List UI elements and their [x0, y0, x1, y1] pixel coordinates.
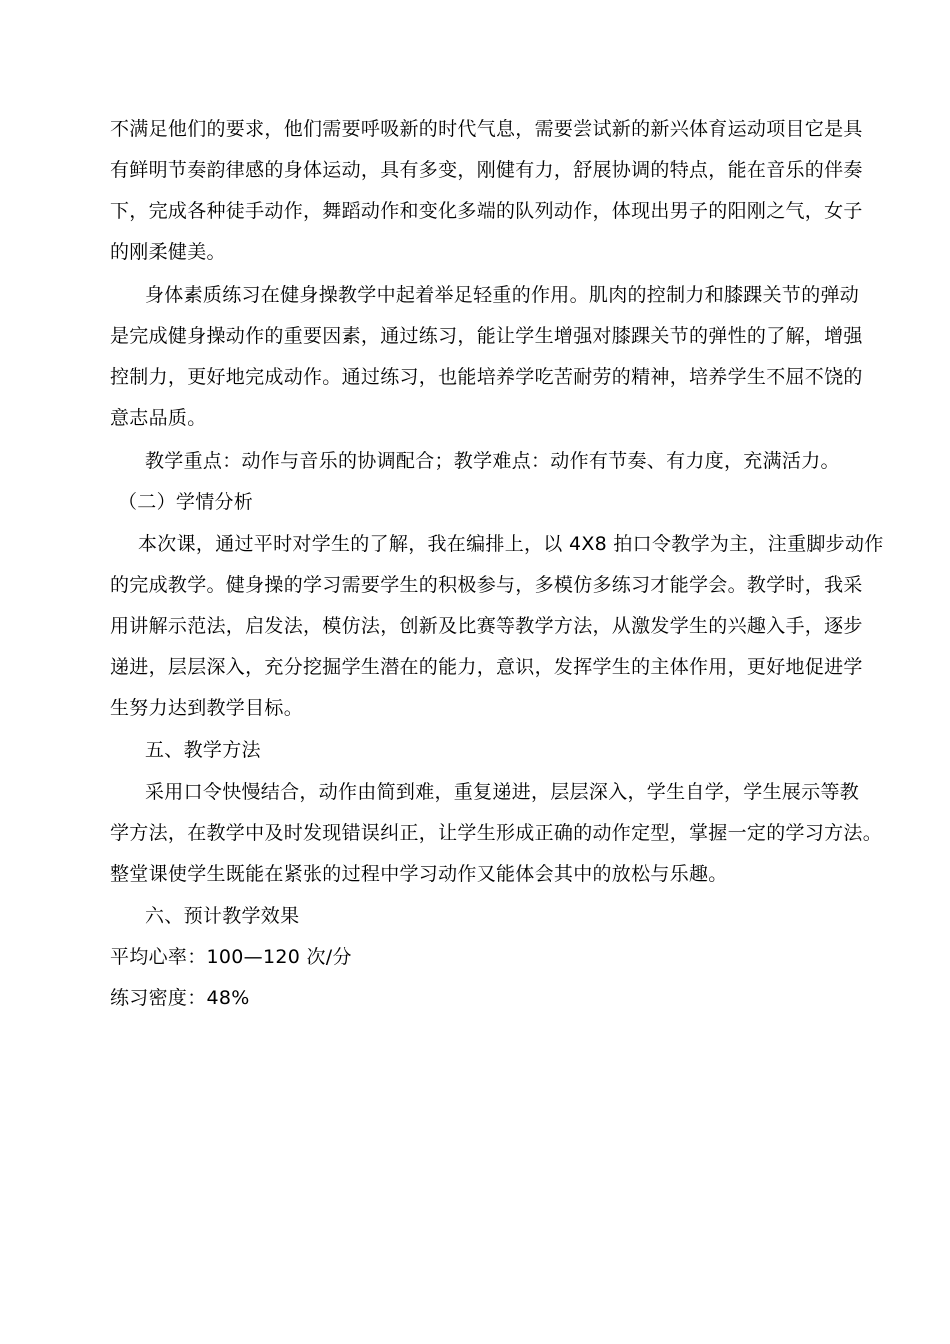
analysis-line-2: 的完成教学。健身操的学习需要学生的积极参与，多模仿多练习才能学会。教学时，我采	[110, 574, 863, 596]
practice-density: 练习密度：48%	[110, 987, 250, 1009]
heart-rate: 平均心率：100—120 次/分	[110, 946, 352, 968]
intro-line-1: 不满足他们的要求，他们需要呼吸新的时代气息，需要尝试新的新兴体育运动项目它是具	[110, 118, 863, 140]
analysis-line-5: 生努力达到教学目标。	[110, 697, 304, 719]
methods-line-2: 学方法，在教学中及时发现错误纠正，让学生形成正确的动作定型，掌握一定的学习方法。	[110, 822, 883, 844]
heading-student-analysis: （二）学情分析	[118, 491, 254, 513]
fitness-line-2: 是完成健身操动作的重要因素，通过练习，能让学生增强对膝踝关节的弹性的了解，增强	[110, 325, 863, 347]
intro-line-4: 的刚柔健美。	[110, 241, 226, 263]
heading-effects: 六、预计教学效果	[145, 905, 300, 927]
key-points: 教学重点：动作与音乐的协调配合；教学难点：动作有节奏、有力度，充满活力。	[145, 450, 840, 472]
fitness-line-4: 意志品质。	[110, 407, 207, 429]
methods-line-1: 采用口令快慢结合，动作由简到难，重复递进，层层深入，学生自学，学生展示等教	[145, 781, 860, 803]
methods-line-3: 整堂课使学生既能在紧张的过程中学习动作又能体会其中的放松与乐趣。	[110, 863, 728, 885]
analysis-line-1: 本次课，通过平时对学生的了解，我在编排上，以 4X8 拍口令教学为主，注重脚步动作	[138, 533, 884, 555]
fitness-line-3: 控制力，更好地完成动作。通过练习，也能培养学吃苦耐劳的精神，培养学生不屈不饶的	[110, 366, 863, 388]
analysis-line-3: 用讲解示范法，启发法，模仿法，创新及比赛等教学方法，从激发学生的兴趣入手，逐步	[110, 615, 863, 637]
fitness-line-1: 身体素质练习在健身操教学中起着举足轻重的作用。肌肉的控制力和膝踝关节的弹动	[145, 284, 860, 306]
heading-methods: 五、教学方法	[145, 739, 261, 761]
intro-line-2: 有鲜明节奏韵律感的身体运动，具有多变，刚健有力，舒展协调的特点，能在音乐的伴奏	[110, 159, 863, 181]
analysis-line-4: 递进，层层深入，充分挖掘学生潜在的能力，意识，发挥学生的主体作用，更好地促进学	[110, 656, 863, 678]
intro-line-3: 下，完成各种徒手动作，舞蹈动作和变化多端的队列动作，体现出男子的阳刚之气，女子	[110, 200, 863, 222]
